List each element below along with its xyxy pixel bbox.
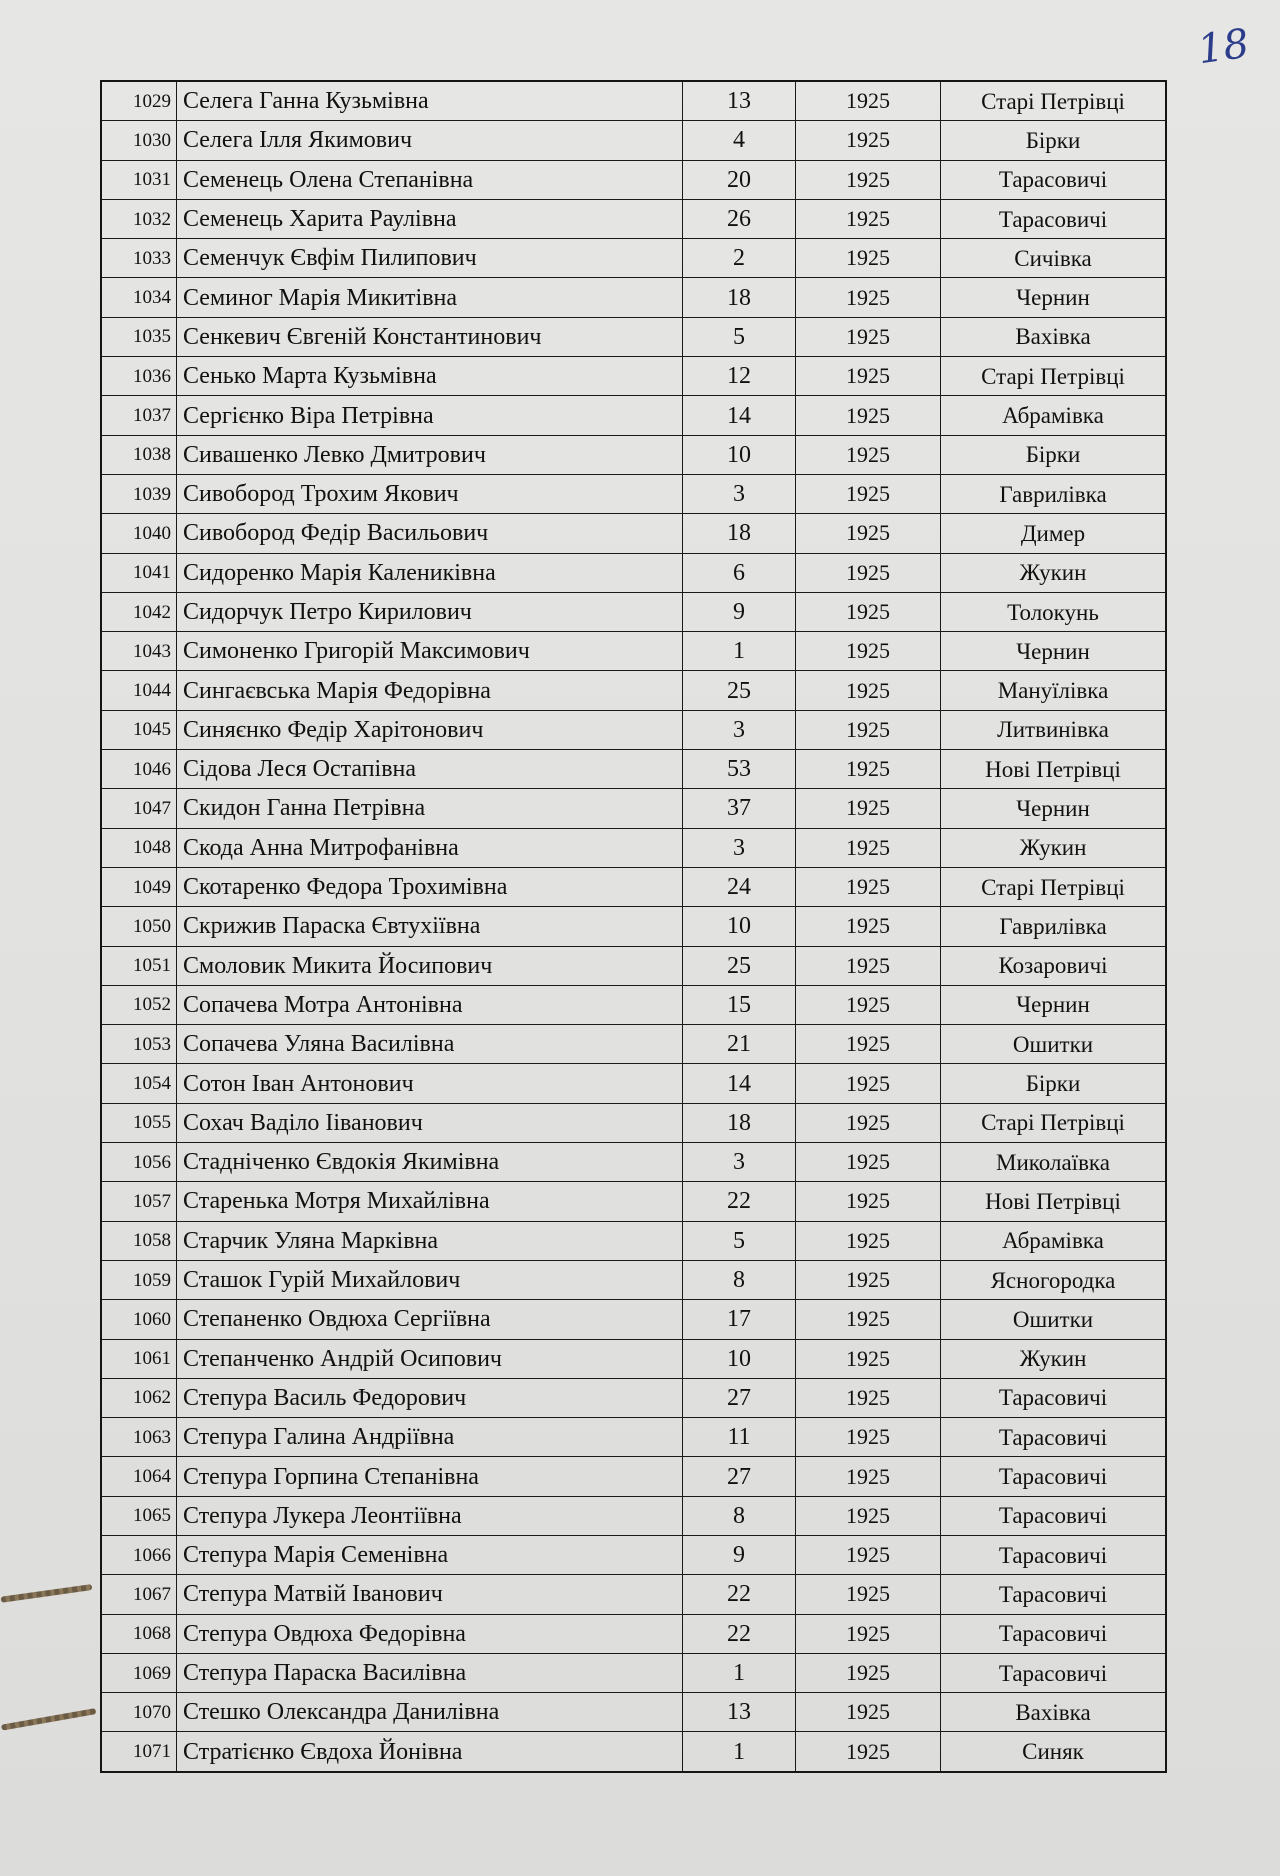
record-number: 1070 — [101, 1693, 177, 1732]
person-name: Симоненко Григорій Максимович — [177, 632, 683, 671]
record-count: 22 — [683, 1182, 796, 1221]
village-name: Козаровичі — [941, 946, 1167, 985]
record-year: 1925 — [796, 1221, 941, 1260]
record-count: 8 — [683, 1260, 796, 1299]
record-year: 1925 — [796, 514, 941, 553]
record-year: 1925 — [796, 1025, 941, 1064]
record-count: 10 — [683, 1339, 796, 1378]
record-year: 1925 — [796, 907, 941, 946]
record-number: 1062 — [101, 1378, 177, 1417]
person-name: Сивашенко Левко Дмитрович — [177, 435, 683, 474]
person-name: Семенчук Євфім Пилипович — [177, 239, 683, 278]
person-name: Сивобород Федір Васильович — [177, 514, 683, 553]
record-year: 1925 — [796, 710, 941, 749]
person-name: Стратієнко Євдоха Йонівна — [177, 1732, 683, 1772]
record-year: 1925 — [796, 121, 941, 160]
record-number: 1058 — [101, 1221, 177, 1260]
record-count: 53 — [683, 750, 796, 789]
record-number: 1052 — [101, 985, 177, 1024]
record-count: 9 — [683, 592, 796, 631]
record-number: 1029 — [101, 81, 177, 121]
table-row — [101, 1653, 1166, 1692]
record-number: 1047 — [101, 789, 177, 828]
binding-thread — [0, 1584, 92, 1603]
record-year: 1925 — [796, 1693, 941, 1732]
record-count: 3 — [683, 710, 796, 749]
village-name: Синяк — [941, 1732, 1167, 1772]
record-count: 5 — [683, 317, 796, 356]
record-count: 1 — [683, 1653, 796, 1692]
person-name: Сингаєвська Марія Федорівна — [177, 671, 683, 710]
table-row — [101, 357, 1166, 396]
record-year: 1925 — [796, 1575, 941, 1614]
table-row — [101, 1732, 1166, 1772]
person-name: Сивобород Трохим Якович — [177, 474, 683, 513]
village-name: Чернин — [941, 632, 1167, 671]
record-year: 1925 — [796, 1103, 941, 1142]
record-number: 1043 — [101, 632, 177, 671]
table-row — [101, 239, 1166, 278]
table-row — [101, 514, 1166, 553]
person-name: Степура Овдюха Федорівна — [177, 1614, 683, 1653]
record-number: 1057 — [101, 1182, 177, 1221]
person-name: Степура Горпина Степанівна — [177, 1457, 683, 1496]
record-number: 1031 — [101, 160, 177, 199]
table-row — [101, 750, 1166, 789]
table-row — [101, 1143, 1166, 1182]
table-row — [101, 199, 1166, 238]
record-count: 26 — [683, 199, 796, 238]
record-number: 1040 — [101, 514, 177, 553]
record-year: 1925 — [796, 750, 941, 789]
record-year: 1925 — [796, 1182, 941, 1221]
person-name: Скидон Ганна Петрівна — [177, 789, 683, 828]
person-name: Сидоренко Марія Калениківна — [177, 553, 683, 592]
record-year: 1925 — [796, 435, 941, 474]
person-name: Степаненко Овдюха Сергіївна — [177, 1300, 683, 1339]
village-name: Абрамівка — [941, 396, 1167, 435]
record-count: 27 — [683, 1378, 796, 1417]
record-count: 25 — [683, 946, 796, 985]
table-row — [101, 1221, 1166, 1260]
table-row — [101, 946, 1166, 985]
table-row — [101, 1260, 1166, 1299]
record-number: 1042 — [101, 592, 177, 631]
record-number: 1059 — [101, 1260, 177, 1299]
person-name: Степура Галина Андріївна — [177, 1418, 683, 1457]
page-number: 18 — [1195, 20, 1252, 74]
record-count: 25 — [683, 671, 796, 710]
person-name: Скода Анна Митрофанівна — [177, 828, 683, 867]
register-table — [100, 80, 1167, 1773]
record-count: 15 — [683, 985, 796, 1024]
record-year: 1925 — [796, 1535, 941, 1574]
record-count: 18 — [683, 1103, 796, 1142]
record-count: 18 — [683, 514, 796, 553]
record-year: 1925 — [796, 1418, 941, 1457]
record-number: 1061 — [101, 1339, 177, 1378]
record-number: 1053 — [101, 1025, 177, 1064]
table-row — [101, 671, 1166, 710]
person-name: Сидорчук Петро Кирилович — [177, 592, 683, 631]
table-row — [101, 828, 1166, 867]
person-name: Селега Ілля Якимович — [177, 121, 683, 160]
record-year: 1925 — [796, 1653, 941, 1692]
village-name: Литвинівка — [941, 710, 1167, 749]
person-name: Степура Марія Семенівна — [177, 1535, 683, 1574]
person-name: Селега Ганна Кузьмівна — [177, 81, 683, 121]
person-name: Степура Лукера Леонтіївна — [177, 1496, 683, 1535]
person-name: Степанченко Андрій Осипович — [177, 1339, 683, 1378]
village-name: Тарасовичі — [941, 1378, 1167, 1417]
village-name: Тарасовичі — [941, 1653, 1167, 1692]
table-row — [101, 985, 1166, 1024]
record-number: 1051 — [101, 946, 177, 985]
record-year: 1925 — [796, 1614, 941, 1653]
person-name: Скотаренко Федора Трохимівна — [177, 867, 683, 906]
person-name: Степура Матвій Іванович — [177, 1575, 683, 1614]
binding-thread — [1, 1708, 97, 1731]
table-row — [101, 1339, 1166, 1378]
record-year: 1925 — [796, 357, 941, 396]
record-year: 1925 — [796, 1064, 941, 1103]
record-year: 1925 — [796, 1496, 941, 1535]
village-name: Сичівка — [941, 239, 1167, 278]
village-name: Гаврилівка — [941, 474, 1167, 513]
village-name: Вахівка — [941, 317, 1167, 356]
record-count: 6 — [683, 553, 796, 592]
person-name: Смоловик Микита Йосипович — [177, 946, 683, 985]
village-name: Тарасовичі — [941, 1614, 1167, 1653]
record-count: 22 — [683, 1614, 796, 1653]
table-row — [101, 1418, 1166, 1457]
record-count: 27 — [683, 1457, 796, 1496]
record-count: 21 — [683, 1025, 796, 1064]
table-row — [101, 632, 1166, 671]
record-year: 1925 — [796, 474, 941, 513]
record-number: 1067 — [101, 1575, 177, 1614]
record-number: 1045 — [101, 710, 177, 749]
record-count: 14 — [683, 1064, 796, 1103]
table-row — [101, 1064, 1166, 1103]
village-name: Чернин — [941, 985, 1167, 1024]
table-row — [101, 435, 1166, 474]
record-number: 1046 — [101, 750, 177, 789]
table-row — [101, 1025, 1166, 1064]
person-name: Сергієнко Віра Петрівна — [177, 396, 683, 435]
record-number: 1041 — [101, 553, 177, 592]
village-name: Мануїлівка — [941, 671, 1167, 710]
table-row — [101, 867, 1166, 906]
record-year: 1925 — [796, 867, 941, 906]
table-row — [101, 553, 1166, 592]
record-year: 1925 — [796, 1457, 941, 1496]
record-year: 1925 — [796, 592, 941, 631]
village-name: Ошитки — [941, 1025, 1167, 1064]
record-year: 1925 — [796, 632, 941, 671]
record-year: 1925 — [796, 396, 941, 435]
village-name: Тарасовичі — [941, 1575, 1167, 1614]
person-name: Семенець Олена Степанівна — [177, 160, 683, 199]
table-row — [101, 160, 1166, 199]
table-row — [101, 907, 1166, 946]
table-row — [101, 81, 1166, 121]
table-row — [101, 1378, 1166, 1417]
record-number: 1035 — [101, 317, 177, 356]
village-name: Бірки — [941, 121, 1167, 160]
village-name: Гаврилівка — [941, 907, 1167, 946]
person-name: Сідова Леся Остапівна — [177, 750, 683, 789]
record-number: 1064 — [101, 1457, 177, 1496]
record-number: 1050 — [101, 907, 177, 946]
record-count: 24 — [683, 867, 796, 906]
table-row — [101, 592, 1166, 631]
record-count: 1 — [683, 1732, 796, 1772]
record-number: 1060 — [101, 1300, 177, 1339]
village-name: Нові Петрівці — [941, 750, 1167, 789]
record-count: 10 — [683, 435, 796, 474]
table-row — [101, 789, 1166, 828]
person-name: Старчик Уляна Марківна — [177, 1221, 683, 1260]
village-name: Тарасовичі — [941, 160, 1167, 199]
table-row — [101, 1496, 1166, 1535]
record-count: 20 — [683, 160, 796, 199]
person-name: Сташок Гурій Михайлович — [177, 1260, 683, 1299]
record-number: 1055 — [101, 1103, 177, 1142]
record-year: 1925 — [796, 1300, 941, 1339]
person-name: Сотон Іван Антонович — [177, 1064, 683, 1103]
village-name: Тарасовичі — [941, 199, 1167, 238]
record-number: 1056 — [101, 1143, 177, 1182]
person-name: Синяєнко Федір Харітонович — [177, 710, 683, 749]
record-number: 1034 — [101, 278, 177, 317]
person-name: Сохач Ваділо Ііванович — [177, 1103, 683, 1142]
person-name: Семенець Харита Раулівна — [177, 199, 683, 238]
village-name: Ошитки — [941, 1300, 1167, 1339]
record-count: 2 — [683, 239, 796, 278]
village-name: Димер — [941, 514, 1167, 553]
village-name: Бірки — [941, 435, 1167, 474]
record-count: 10 — [683, 907, 796, 946]
table-row — [101, 1182, 1166, 1221]
record-number: 1044 — [101, 671, 177, 710]
record-year: 1925 — [796, 1260, 941, 1299]
record-count: 18 — [683, 278, 796, 317]
record-year: 1925 — [796, 1732, 941, 1772]
table-row — [101, 317, 1166, 356]
person-name: Семиног Марія Микитівна — [177, 278, 683, 317]
record-number: 1032 — [101, 199, 177, 238]
record-year: 1925 — [796, 199, 941, 238]
village-name: Ясногородка — [941, 1260, 1167, 1299]
record-count: 8 — [683, 1496, 796, 1535]
person-name: Сопачева Уляна Василівна — [177, 1025, 683, 1064]
record-number: 1030 — [101, 121, 177, 160]
village-name: Тарасовичі — [941, 1418, 1167, 1457]
record-number: 1039 — [101, 474, 177, 513]
table-row — [101, 1103, 1166, 1142]
table-row — [101, 474, 1166, 513]
record-count: 22 — [683, 1575, 796, 1614]
record-number: 1036 — [101, 357, 177, 396]
village-name: Жукин — [941, 1339, 1167, 1378]
record-year: 1925 — [796, 985, 941, 1024]
village-name: Жукин — [941, 553, 1167, 592]
record-year: 1925 — [796, 160, 941, 199]
record-count: 17 — [683, 1300, 796, 1339]
person-name: Старенька Мотря Михайлівна — [177, 1182, 683, 1221]
village-name: Абрамівка — [941, 1221, 1167, 1260]
table-row — [101, 1575, 1166, 1614]
record-number: 1048 — [101, 828, 177, 867]
table-row — [101, 278, 1166, 317]
record-number: 1071 — [101, 1732, 177, 1772]
record-year: 1925 — [796, 278, 941, 317]
village-name: Тарасовичі — [941, 1457, 1167, 1496]
record-year: 1925 — [796, 317, 941, 356]
record-year: 1925 — [796, 828, 941, 867]
village-name: Тарасовичі — [941, 1496, 1167, 1535]
record-count: 37 — [683, 789, 796, 828]
record-count: 3 — [683, 474, 796, 513]
record-number: 1069 — [101, 1653, 177, 1692]
record-number: 1038 — [101, 435, 177, 474]
record-count: 13 — [683, 81, 796, 121]
record-number: 1063 — [101, 1418, 177, 1457]
person-name: Степура Параска Василівна — [177, 1653, 683, 1692]
record-count: 3 — [683, 1143, 796, 1182]
village-name: Бірки — [941, 1064, 1167, 1103]
village-name: Старі Петрівці — [941, 357, 1167, 396]
person-name: Скрижив Параска Євтухіївна — [177, 907, 683, 946]
person-name: Сопачева Мотра Антонівна — [177, 985, 683, 1024]
table-row — [101, 1535, 1166, 1574]
person-name: Стадніченко Євдокія Якимівна — [177, 1143, 683, 1182]
record-count: 12 — [683, 357, 796, 396]
village-name: Старі Петрівці — [941, 867, 1167, 906]
village-name: Миколаївка — [941, 1143, 1167, 1182]
record-year: 1925 — [796, 671, 941, 710]
table-row — [101, 121, 1166, 160]
record-year: 1925 — [796, 239, 941, 278]
table-row — [101, 1457, 1166, 1496]
record-count: 14 — [683, 396, 796, 435]
record-number: 1068 — [101, 1614, 177, 1653]
table-row — [101, 1614, 1166, 1653]
register-table-body — [101, 81, 1166, 1772]
table-row — [101, 710, 1166, 749]
village-name: Чернин — [941, 789, 1167, 828]
table-row — [101, 396, 1166, 435]
record-count: 4 — [683, 121, 796, 160]
record-year: 1925 — [796, 1143, 941, 1182]
record-count: 5 — [683, 1221, 796, 1260]
record-number: 1065 — [101, 1496, 177, 1535]
record-count: 9 — [683, 1535, 796, 1574]
village-name: Старі Петрівці — [941, 81, 1167, 121]
record-year: 1925 — [796, 789, 941, 828]
person-name: Сенько Марта Кузьмівна — [177, 357, 683, 396]
record-number: 1049 — [101, 867, 177, 906]
record-count: 1 — [683, 632, 796, 671]
record-number: 1033 — [101, 239, 177, 278]
record-number: 1037 — [101, 396, 177, 435]
record-count: 3 — [683, 828, 796, 867]
person-name: Сенкевич Євгеній Константинович — [177, 317, 683, 356]
record-year: 1925 — [796, 946, 941, 985]
record-year: 1925 — [796, 81, 941, 121]
village-name: Толокунь — [941, 592, 1167, 631]
table-row — [101, 1693, 1166, 1732]
record-year: 1925 — [796, 1339, 941, 1378]
table-row — [101, 1300, 1166, 1339]
record-number: 1054 — [101, 1064, 177, 1103]
village-name: Жукин — [941, 828, 1167, 867]
record-count: 11 — [683, 1418, 796, 1457]
village-name: Тарасовичі — [941, 1535, 1167, 1574]
record-number: 1066 — [101, 1535, 177, 1574]
record-count: 13 — [683, 1693, 796, 1732]
record-year: 1925 — [796, 553, 941, 592]
village-name: Старі Петрівці — [941, 1103, 1167, 1142]
person-name: Степура Василь Федорович — [177, 1378, 683, 1417]
village-name: Чернин — [941, 278, 1167, 317]
record-year: 1925 — [796, 1378, 941, 1417]
person-name: Стешко Олександра Данилівна — [177, 1693, 683, 1732]
village-name: Нові Петрівці — [941, 1182, 1167, 1221]
village-name: Вахівка — [941, 1693, 1167, 1732]
